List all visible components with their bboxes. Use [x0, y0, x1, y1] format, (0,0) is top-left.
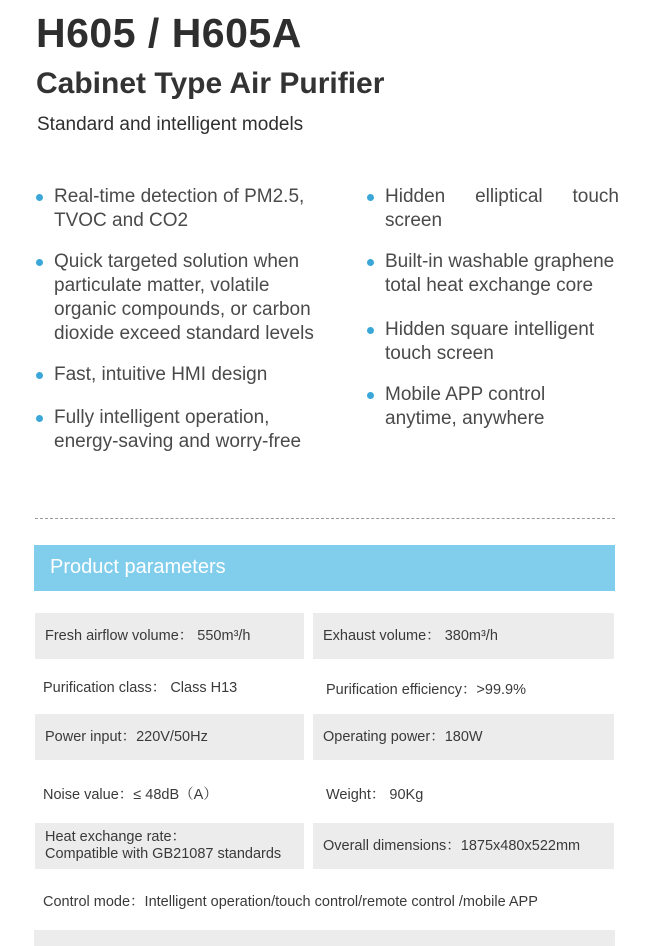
feature-text: Hidden elliptical touch screen [385, 186, 619, 231]
table-row-partial [34, 930, 615, 946]
bullet-dot-icon [367, 259, 374, 266]
feature-item [36, 185, 336, 233]
param-dimensions: Overall dimensions：1875x480x522mm [313, 823, 614, 869]
heat-exchange-value: Compatible with GB21087 standards [45, 846, 282, 862]
param-heat-exchange [35, 823, 304, 869]
feature-text: Real-time detection of PM2.5, TVOC and CO2 [54, 186, 305, 231]
param-weight: Weight： 90Kg [326, 786, 424, 803]
model-title: H605 / H605A [36, 10, 302, 56]
dashed-divider [35, 518, 615, 519]
param-noise: Noise value：≤ 48dB（A） [43, 786, 218, 803]
bullet-dot-icon [367, 194, 374, 201]
feature-text: Hidden square intelligent touch screen [385, 319, 595, 364]
feature-text: Quick targeted solution when particulate matter, volatile organic compounds, or carbon dioxide exceed standard levels [54, 251, 314, 344]
features-right [367, 185, 619, 431]
param-purification-efficiency: Purification efficiency：>99.9% [326, 681, 527, 698]
heat-exchange-label: Heat exchange rate： [45, 829, 187, 845]
product-title: Cabinet Type Air Purifier [36, 67, 385, 100]
param-operating-power: Operating power：180W [313, 714, 614, 760]
bullet-dot-icon [367, 392, 374, 399]
feature-item [36, 250, 336, 346]
bullet-dot-icon [36, 415, 43, 422]
bullet-dot-icon [36, 194, 43, 201]
param-fresh-airflow: Fresh airflow volume： 550m³/h [35, 613, 304, 659]
param-purification-class: Purification class： Class H13 [43, 679, 238, 696]
params-title: Product parameters [50, 556, 226, 578]
feature-text: Fast, intuitive HMI design [54, 364, 268, 385]
bullet-dot-icon [36, 259, 43, 266]
tagline: Standard and intelligent models [37, 114, 304, 135]
params-header [34, 545, 615, 591]
param-control-mode: Control mode：Intelligent operation/touch control/remote control /mobile APP [43, 893, 538, 910]
feature-item [367, 318, 619, 366]
bullet-dot-icon [36, 372, 43, 379]
features-left [36, 185, 336, 454]
feature-item [367, 250, 619, 298]
feature-text: Built-in washable graphene total heat exchange core [385, 251, 615, 296]
bullet-dot-icon [367, 327, 374, 334]
param-power-input: Power input：220V/50Hz [35, 714, 304, 760]
feature-text: Mobile APP control anytime, anywhere [385, 384, 546, 429]
feature-item [367, 383, 619, 431]
feature-item [36, 406, 336, 454]
feature-item [367, 185, 619, 233]
param-exhaust: Exhaust volume： 380m³/h [313, 613, 614, 659]
feature-item [36, 363, 336, 387]
feature-text: Fully intelligent operation, energy-saving and worry-free [54, 407, 302, 452]
